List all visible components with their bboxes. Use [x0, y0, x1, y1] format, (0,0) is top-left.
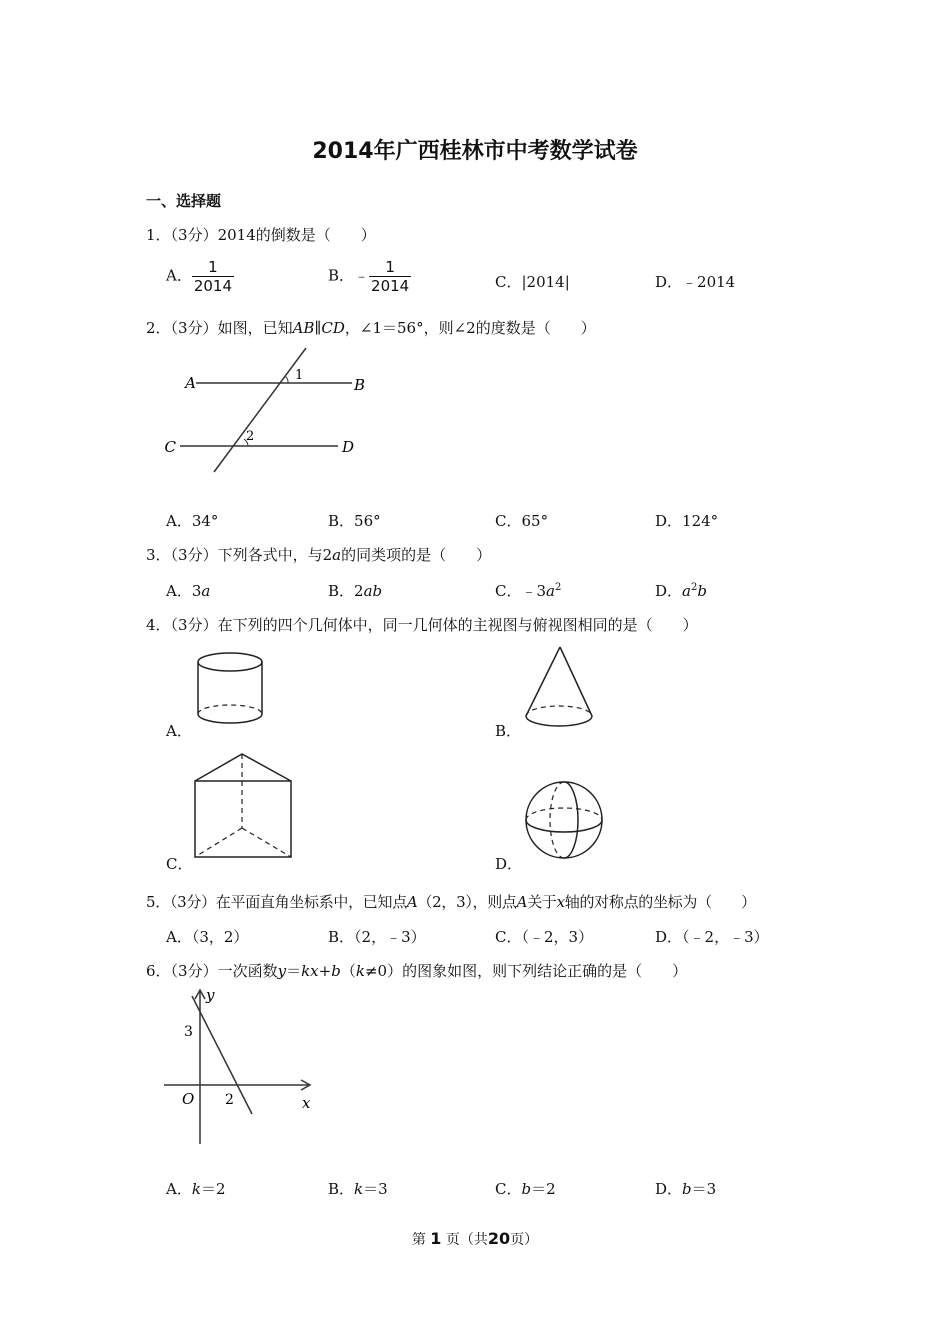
q2-option-b[interactable]: B．56°	[328, 512, 381, 530]
section-heading: 一、选择题	[146, 192, 222, 210]
label-c: C	[164, 438, 176, 456]
q3-option-d[interactable]: D．$a^2b$	[655, 582, 707, 600]
q1-option-b[interactable]: B．﹣ $\frac{1}{2014}$	[328, 258, 410, 295]
angle-1-arc	[285, 376, 288, 383]
transversal	[214, 348, 306, 472]
total-pages: 20	[487, 1229, 511, 1248]
sphere-figure[interactable]	[522, 778, 606, 862]
y-intercept-label: 3	[184, 1024, 193, 1040]
cylinder-figure[interactable]	[190, 648, 270, 730]
origin-label: O	[182, 1090, 195, 1108]
axis-label-y: y	[206, 986, 215, 1004]
question-4-stem: 4．（3分）在下列的四个几何体中，同一几何体的主视图与俯视图相同的是（ ）	[146, 616, 698, 634]
q4-option-d[interactable]: D．	[495, 855, 523, 873]
prism-figure[interactable]	[190, 750, 296, 862]
question-3-stem: 3．（3分）下列各式中，与2a的同类项的是（ ）	[146, 546, 492, 564]
q1-fraction-a: $\frac{1}{2014}$	[193, 258, 233, 295]
q2-option-c[interactable]: C．65°	[495, 512, 549, 530]
q1-option-d[interactable]: D．﹣2014	[655, 273, 736, 291]
parallel-lines-figure	[158, 342, 378, 482]
q2-option-a[interactable]: A．34°	[166, 512, 219, 530]
q4-option-c[interactable]: C．	[166, 855, 193, 873]
function-line	[192, 996, 252, 1114]
q4-option-b[interactable]: B．	[495, 722, 522, 740]
x-intercept-label: 2	[225, 1092, 234, 1108]
label-angle-1: 1	[295, 368, 304, 383]
q5-option-d[interactable]: D．（﹣2，﹣3）	[655, 928, 769, 946]
label-a: A	[185, 374, 196, 392]
q3-option-c[interactable]: C．$﹣3a^2$	[495, 582, 562, 600]
q2-option-d[interactable]: D．124°	[655, 512, 719, 530]
linear-function-graph	[158, 984, 328, 1150]
q3-option-a[interactable]: A．3a	[166, 582, 211, 600]
q5-option-a[interactable]: A．（3，2）	[166, 928, 249, 946]
q4-option-a[interactable]: A．	[166, 722, 192, 740]
q6-option-b[interactable]: B．k＝3	[328, 1180, 388, 1198]
q5-option-c[interactable]: C．（﹣2，3）	[495, 928, 594, 946]
q1-option-c[interactable]: C．|2014|	[495, 273, 570, 291]
label-angle-2: 2	[246, 429, 255, 444]
axis-label-x: x	[302, 1094, 311, 1112]
q3-option-b[interactable]: B．2ab	[328, 582, 383, 600]
label-d: D	[342, 438, 355, 456]
question-1-stem: 1．（3分）2014的倒数是（ ）	[146, 226, 376, 244]
q1-fraction-b: $\frac{1}{2014}$	[371, 258, 410, 295]
current-page: 1	[430, 1229, 442, 1248]
page-footer: 第 1 页（共20页）	[411, 1229, 539, 1248]
q1-option-a[interactable]	[166, 258, 234, 295]
q1-option-a-label: A．	[166, 266, 192, 285]
q6-option-c[interactable]: C．b＝2	[495, 1180, 556, 1198]
q6-option-a[interactable]: A．k＝2	[166, 1180, 226, 1198]
question-5-stem: 5．（3分）在平面直角坐标系中，已知点A（2，3），则点A关于x轴的对称点的坐标为（ ）	[146, 893, 756, 911]
label-b: B	[354, 376, 366, 394]
q1-option-b-label: B．	[328, 266, 355, 285]
page-title: 2014年广西桂林市中考数学试卷	[312, 139, 638, 164]
q5-option-b[interactable]: B．（2，﹣3）	[328, 928, 426, 946]
question-6-stem: 6．（3分）一次函数y＝kx+b（k≠0）的图象如图，则下列结论正确的是（ ）	[146, 962, 688, 980]
cone-figure[interactable]	[520, 644, 600, 732]
question-2-stem: 2．（3分）如图，已知AB∥CD，∠1＝56°，则∠2的度数是（ ）	[146, 319, 596, 337]
q6-option-d[interactable]: D．b＝3	[655, 1180, 717, 1198]
